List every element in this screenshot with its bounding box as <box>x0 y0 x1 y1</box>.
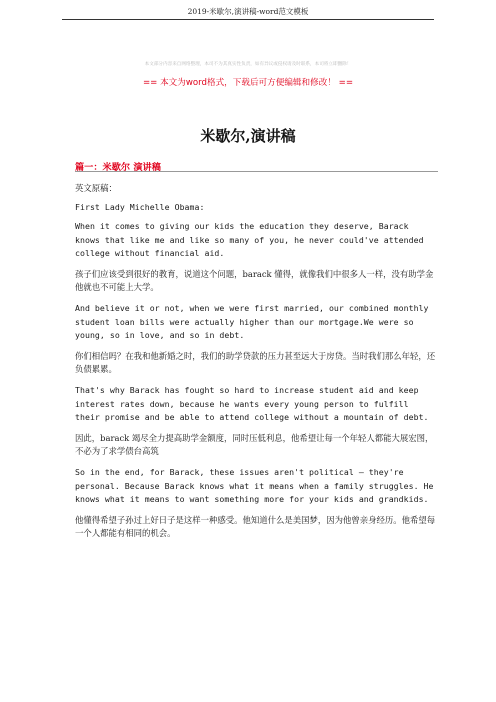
document-title: 米歇尔,演讲稿 <box>200 127 296 145</box>
section-divider <box>75 171 438 172</box>
paragraph-english: So in the end, for Barack, these issues aren't political – they're personal. Because Barack knows what it means when a family struggles. He knows what it means to want something more for your kids and grandkids. <box>75 467 434 504</box>
paragraph-english: That's why Barack has fought so hard to increase student aid and keep interest rates down, because he wants every young person to fulfill their promise and be able to attend college without a mountain of debt. <box>75 385 429 422</box>
format-notice: == 本文为word格式，下载后可方便编辑和修改！ == <box>142 78 354 88</box>
document-body <box>75 182 438 548</box>
disclaimer-text: 本文部分内容来自网络整理，本司不为其真实性负责，如有异议或侵权请及时联系，本司将立即删除！ <box>144 62 352 67</box>
paragraph-chinese: 因此，barack 竭尽全力提高助学金额度，同时压低利息，他希望让每一个年轻人都能大展宏图，不必为了求学债台高筑 <box>75 433 434 457</box>
page-header-title: 2019-米歇尔,演讲稿-word范文模板 <box>187 7 309 16</box>
paragraph-english: And believe it or not, when we were first married, our combined monthly student loan bills were actually higher than our mortgage.We were so young, so in love, and so in debt. <box>75 303 429 340</box>
section-heading: 篇一：米歇尔 演讲稿 <box>75 162 161 173</box>
paragraph-chinese: 你们相信吗？在我和他新婚之时，我们的助学贷款的压力甚至远大于房贷。当时我们那么年轻，还负债累累。 <box>75 351 436 375</box>
paragraph-speaker: First Lady Michelle Obama: <box>75 202 205 213</box>
paragraph-label: 英文原稿： <box>75 183 117 193</box>
paragraph-english: When it comes to giving our kids the education they deserve, Barack knows that like me and like so many of you, he never could've attended college without financial aid. <box>75 221 424 258</box>
paragraph-chinese: 他懂得希望子孙过上好日子是这样一种感受。他知道什么是美国梦，因为他曾亲身经历。他希望每一个人都能有相同的机会。 <box>75 515 436 539</box>
header-divider <box>62 19 434 20</box>
paragraph-chinese: 孩子们应该受到很好的教育，说道这个问题，barack 懂得，就像我们中很多人一样，没有助学金他就也不可能上大学。 <box>75 269 434 293</box>
